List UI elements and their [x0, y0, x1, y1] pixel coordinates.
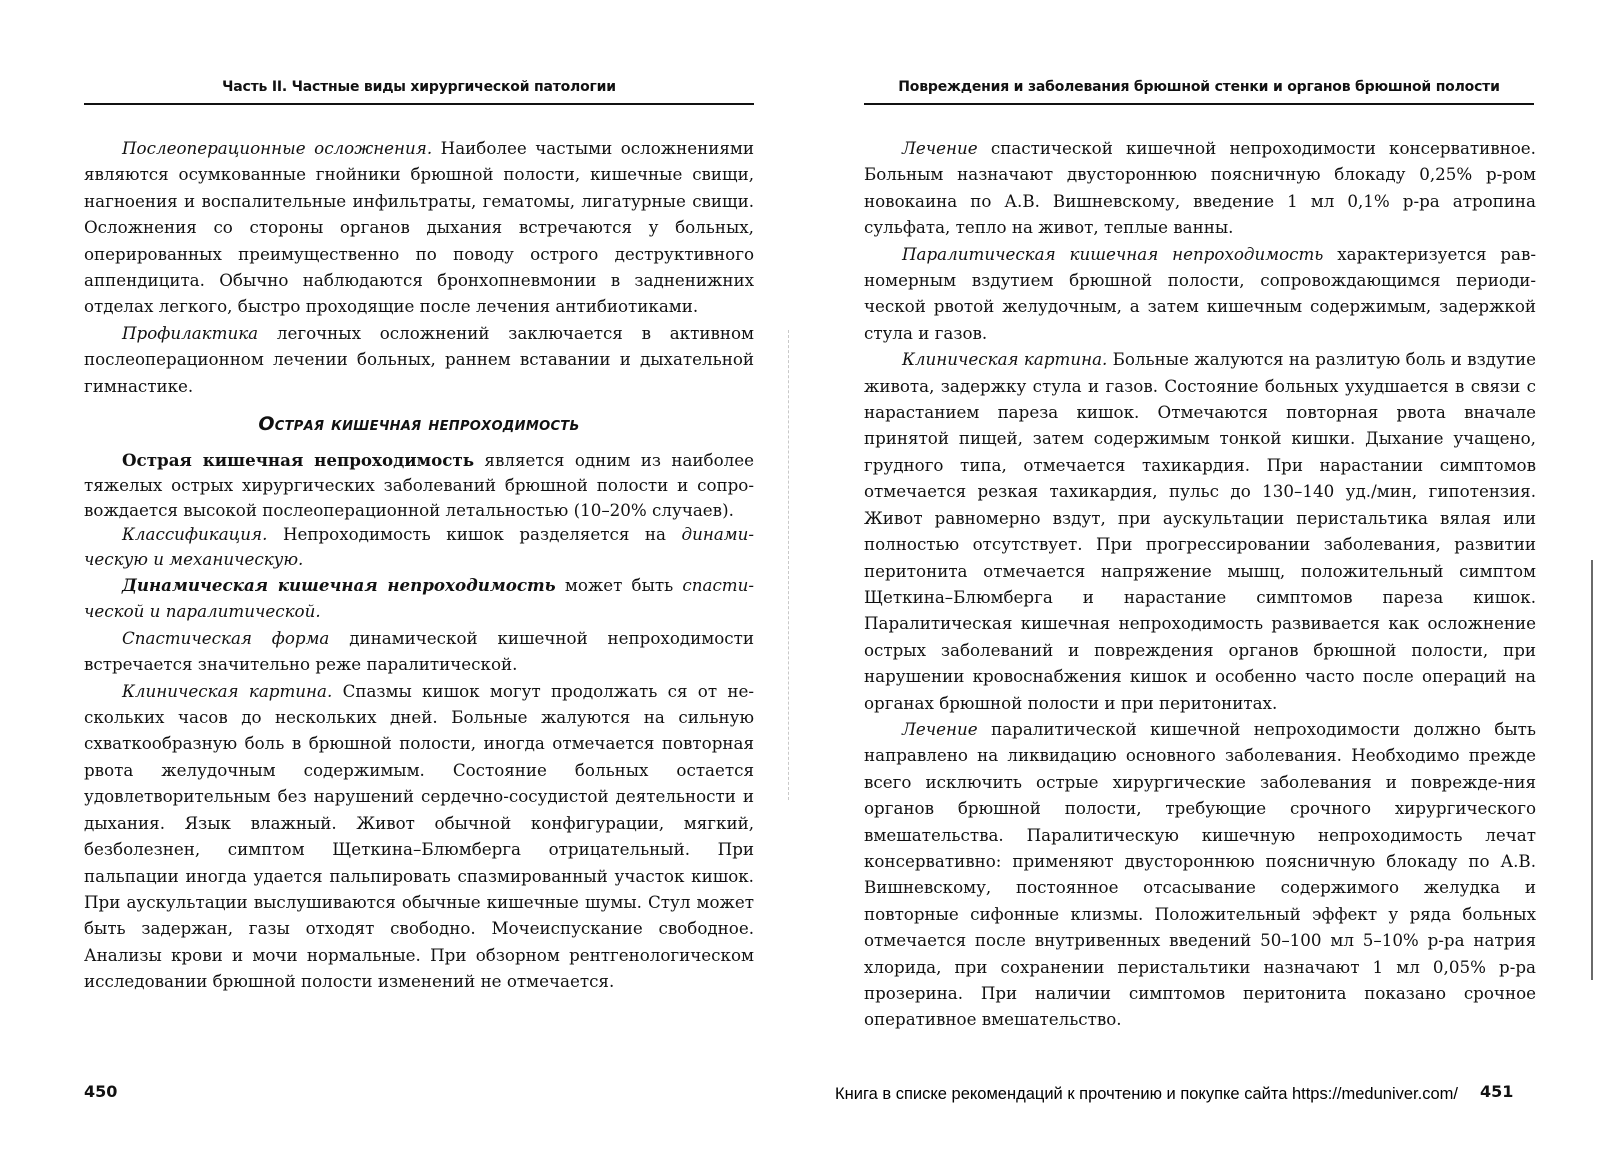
paragraph-lead: Классификация.: [122, 524, 268, 545]
section-heading: Острая кишечная непроходимость: [258, 413, 580, 436]
paragraph-lead: Лечение: [902, 718, 978, 739]
paragraph-tail: динамическую и механическую.: [84, 524, 754, 570]
paragraph-text: легочных осложнений заключается в активном послеоперационном лечении больных, раннем вставании и дыхательной гимнастике.: [84, 322, 754, 396]
paragraph-text: Наиболее частыми осложнениями являются осумкованные гнойники брюшной полости, кишечные свищи, нагноения и воспалительные инфильтраты, гематомы, лигатурные свищи. Осложнения со стороны органов дыхания встречаются у больных, оперированных преимущественно по поводу острого деструктивного аппендицита. Обычно наблюдаются бронхопневмонии в задненижних отделах легкого, быстро проходящие после лечения антибиотиками.: [84, 138, 754, 317]
paragraph-text: характеризуется равномерным вздутием брюшной полости, сопровождающимся периодической рвотой желудочным, а затем кишечным содержимым, задержкой стула и газов.: [864, 243, 1537, 343]
paragraph: [84, 678, 754, 995]
right-page: [790, 0, 1600, 1172]
paragraph-tail: спастической и паралитической.: [84, 575, 755, 622]
paragraph-text: паралитической кишечной непроходимости должно быть направлено на ликвидацию основного заболевания. Необходимо прежде всего исключить острые хирургические заболевания и поврежде-ния органов брюшной полости, требующие срочного хирургического вмешательства. Паралитическую кишечную непроходимость лечат консервативно: применяют двустороннюю поясничную блокаду по А.В. Вишневскому, постоянное отсасывание содержимого желудка и повторные сифонные клизмы. Положительный эффект у ряда больных отмечается после внутривенных введений 50–100 мл 5–10% р-ра натрия хлорида, при сохранении перистальтики назначают 1 мл 0,05% р-ра прозерина. При наличии симптомов перитонита показано срочное оперативное вмешательство.: [864, 718, 1536, 1030]
left-page: [0, 0, 790, 1172]
paragraph: [84, 448, 754, 522]
paragraph-text: Больные жалуются на разлитую боль и вздутие живота, задержку стула и газов. Состояние больных ухудшается в связи с нарастанием пареза кишок. Отмечаются повторная рвота вначале принятой пищей, затем содержимым тонкой кишки. Дыхание учащено, грудного типа, отмечается тахикардия. При нарастании симптомов отмечается резкая тахикардия, пульс до 130–140 уд./мин, гипотензия. Живот равномерно вздут, при аускультации перистальтика вялая или полностью отсутствует. При прогрессировании заболевания, развитии перитонита отмечается напряжение мышц, положительный симптом Щеткина–Блюмберга и нарастание симптомов пареза кишок. Паралитическая кишечная непроходимость развивается как осложнение острых заболеваний и повреждения органов брюшной полости, при нарушении кровоснабжения кишок и особенно часто после операций на органах брюшной полости и при перитонитах.: [864, 349, 1536, 713]
paragraph: [864, 135, 1536, 241]
paragraph: [84, 625, 754, 678]
paragraph-text: может быть: [555, 575, 683, 596]
paragraph: [84, 320, 754, 399]
paragraph: [84, 522, 754, 572]
paragraph: [864, 241, 1536, 347]
paragraph-lead: Спастическая форма: [122, 627, 330, 648]
paragraph-lead: Послеоперационные осложнения.: [122, 138, 433, 158]
paragraph: [84, 135, 754, 320]
running-head-left: Часть II. Частные виды хирургической патологии: [84, 79, 754, 105]
paragraph-lead: Динамическая кишечная непроходимость: [122, 575, 556, 596]
paragraph-lead: Паралитическая кишечная непроходимость: [902, 243, 1324, 264]
paragraph-lead: Профилактика: [122, 322, 259, 343]
footer-watermark-note: Книга в списке рекомендаций к прочтению и покупке сайта https://meduniver.com/: [835, 1085, 1458, 1103]
paragraph-lead: Клиническая картина.: [122, 680, 333, 701]
paragraph-lead: Клиническая картина.: [902, 349, 1108, 370]
paragraph-lead: Острая кишечная непроходимость: [122, 450, 475, 471]
page-edge: [1591, 560, 1593, 980]
paragraph: [864, 346, 1536, 716]
paragraph-text: динамической кишечной непроходимости встречается значительно реже паралитической.: [84, 627, 754, 675]
paragraph-text: Спазмы кишок могут продолжать ся от нескольких часов до нескольких дней. Больные жалуются на сильную схваткообразную боль в брюшной полости, иногда отмечается повторная рвота желудочным содержимым. Состояние больных остается удовлетворительным без нарушений сердечно-сосудистой деятельности и дыхания. Язык влажный. Живот обычной конфигурации, мягкий, безболезнен, симптом Щеткина–Блюмберга отрицательный. При пальпации иногда удается пальпировать спазмированный участок кишок. При аускультации выслушиваются обычные кишечные шумы. Стул может быть задержан, газы отходят свободно. Мочеиспускание свободное. Анализы крови и мочи нормальные. При обзорном рентгенологическом исследовании брюшной полости изменений не отмечается.: [84, 680, 754, 992]
left-page-body: [84, 135, 754, 995]
paragraph: [84, 572, 754, 625]
paragraph-text: Непроходимость кишок разделяется на: [267, 524, 682, 545]
paragraph: [864, 716, 1536, 1033]
page-number-right: 451: [1480, 1082, 1514, 1101]
paragraph-text: спастической кишечной непроходимости консервативное. Больным назначают двустороннюю поясничную блокаду 0,25% р-ром новокаина по А.В. Вишневскому, введение 1 мл 0,1% р-ра атропина сульфата, тепло на живот, теплые ванны.: [864, 138, 1536, 238]
running-head-right: Повреждения и заболевания брюшной стенки и органов брюшной полости: [864, 79, 1534, 105]
paragraph-text: является одним из наиболее тяжелых острых хирургических заболеваний брюшной полости и сопровождается высокой послеоперационной летальностью (10–20% случаев).: [84, 450, 754, 520]
page-number-left: 450: [84, 1082, 118, 1101]
right-page-body: [864, 135, 1536, 1033]
paragraph-lead: Лечение: [902, 138, 978, 158]
